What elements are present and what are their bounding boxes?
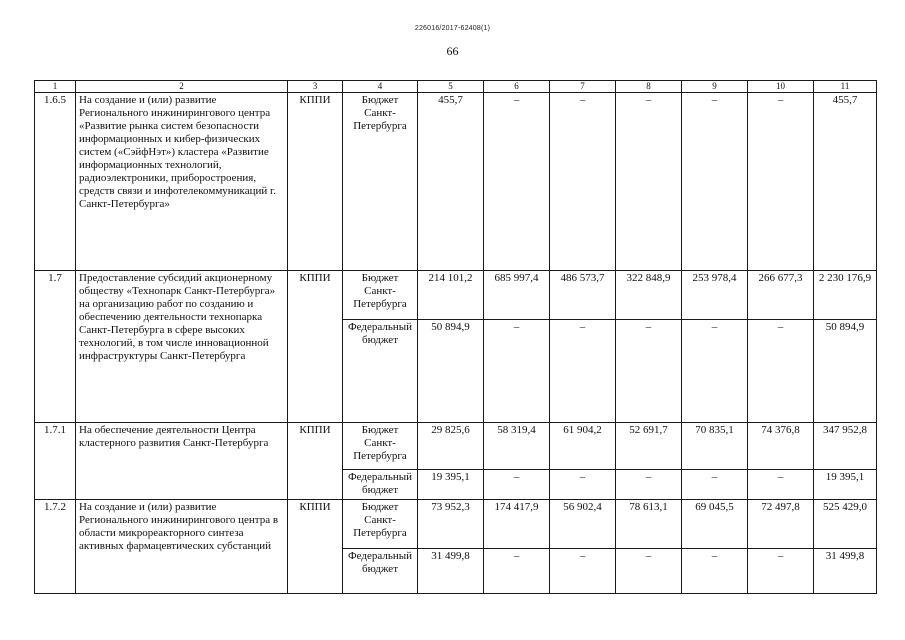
amount-cell: 347 952,8	[814, 423, 877, 470]
amount-cell: 486 573,7	[550, 271, 616, 320]
amount-cell: 70 835,1	[682, 423, 748, 470]
row-description: На создание и (или) развитие Регионального инжинирингового центра «Развитие рынка систем безопасности информационных и кибер-физических систем («СэйфНэт») кластера «Развитие информационных технологий, радиоэлектроники, приборостроения, средств связи и инфотелекоммуникаций г. Санкт-Петербурга»	[76, 93, 288, 271]
amount-cell: –	[748, 470, 814, 500]
table-row	[35, 500, 877, 549]
funding-source: Бюджет Санкт-Петербурга	[343, 500, 418, 549]
amount-cell: –	[682, 93, 748, 271]
document-id: 226016/2017-62408(1)	[414, 25, 491, 32]
col-header: 9	[682, 81, 748, 93]
amount-cell: –	[748, 549, 814, 594]
amount-cell: 455,7	[418, 93, 484, 271]
amount-cell: 50 894,9	[418, 320, 484, 423]
funding-source: Бюджет Санкт-Петербурга	[343, 93, 418, 271]
amount-cell: 52 691,7	[616, 423, 682, 470]
col-header: 10	[748, 81, 814, 93]
amount-cell: 214 101,2	[418, 271, 484, 320]
amount-cell: 253 978,4	[682, 271, 748, 320]
row-description: Предоставление субсидий акционерному обществу «Технопарк Санкт-Петербурга» на организацию работ по созданию и обеспечению деятельности технопарка Санкт-Петербурга в сфере высоких технологий, в том числе инновационной инфраструктуры Санкт-Петербурга	[76, 271, 288, 423]
amount-cell: –	[682, 320, 748, 423]
row-executor: КППИ	[288, 93, 343, 271]
col-header: 11	[814, 81, 877, 93]
amount-cell: –	[616, 320, 682, 423]
col-header: 1	[35, 81, 76, 93]
amount-cell: –	[550, 470, 616, 500]
amount-cell: –	[682, 470, 748, 500]
amount-cell: 2 230 176,9	[814, 271, 877, 320]
row-description: На обеспечение деятельности Центра кластерного развития Санкт-Петербурга	[76, 423, 288, 500]
amount-cell: 73 952,3	[418, 500, 484, 549]
funding-source: Федеральный бюджет	[343, 549, 418, 594]
page-number: 66	[446, 44, 459, 58]
row-number: 1.6.5	[35, 93, 76, 271]
col-header: 5	[418, 81, 484, 93]
amount-cell: –	[616, 470, 682, 500]
row-number: 1.7.2	[35, 500, 76, 594]
amount-cell: –	[550, 320, 616, 423]
funding-source: Федеральный бюджет	[343, 320, 418, 423]
amount-cell: 56 902,4	[550, 500, 616, 549]
table-row	[35, 271, 877, 320]
amount-cell: –	[748, 320, 814, 423]
amount-cell: –	[550, 93, 616, 271]
table-row	[35, 93, 877, 271]
amount-cell: 74 376,8	[748, 423, 814, 470]
col-header: 6	[484, 81, 550, 93]
amount-cell: 72 497,8	[748, 500, 814, 549]
table-row	[35, 423, 877, 470]
amount-cell: 19 395,1	[814, 470, 877, 500]
amount-cell: 50 894,9	[814, 320, 877, 423]
amount-cell: 266 677,3	[748, 271, 814, 320]
amount-cell: 31 499,8	[814, 549, 877, 594]
row-executor: КППИ	[288, 500, 343, 594]
amount-cell: 58 319,4	[484, 423, 550, 470]
amount-cell: –	[484, 549, 550, 594]
funding-source: Бюджет Санкт-Петербурга	[343, 271, 418, 320]
amount-cell: –	[748, 93, 814, 271]
funding-source: Бюджет Санкт-Петербурга	[343, 423, 418, 470]
amount-cell: –	[550, 549, 616, 594]
amount-cell: –	[484, 320, 550, 423]
amount-cell: 29 825,6	[418, 423, 484, 470]
row-number: 1.7	[35, 271, 76, 423]
amount-cell: –	[682, 549, 748, 594]
amount-cell: 685 997,4	[484, 271, 550, 320]
amount-cell: 525 429,0	[814, 500, 877, 549]
amount-cell: 31 499,8	[418, 549, 484, 594]
row-executor: КППИ	[288, 423, 343, 500]
amount-cell: 455,7	[814, 93, 877, 271]
col-header: 4	[343, 81, 418, 93]
col-header: 8	[616, 81, 682, 93]
amount-cell: –	[616, 93, 682, 271]
amount-cell: 61 904,2	[550, 423, 616, 470]
column-header-row	[35, 81, 877, 93]
col-header: 2	[76, 81, 288, 93]
amount-cell: 19 395,1	[418, 470, 484, 500]
row-executor: КППИ	[288, 271, 343, 423]
amount-cell: 78 613,1	[616, 500, 682, 549]
amount-cell: –	[484, 470, 550, 500]
amount-cell: –	[484, 93, 550, 271]
col-header: 3	[288, 81, 343, 93]
budget-table	[34, 80, 877, 594]
row-description: На создание и (или) развитие Регионального инжинирингового центра в области микрореакторного синтеза активных фармацевтических субстанций	[76, 500, 288, 594]
amount-cell: 174 417,9	[484, 500, 550, 549]
funding-source: Федеральный бюджет	[343, 470, 418, 500]
amount-cell: 69 045,5	[682, 500, 748, 549]
row-number: 1.7.1	[35, 423, 76, 500]
amount-cell: 322 848,9	[616, 271, 682, 320]
amount-cell: –	[616, 549, 682, 594]
col-header: 7	[550, 81, 616, 93]
